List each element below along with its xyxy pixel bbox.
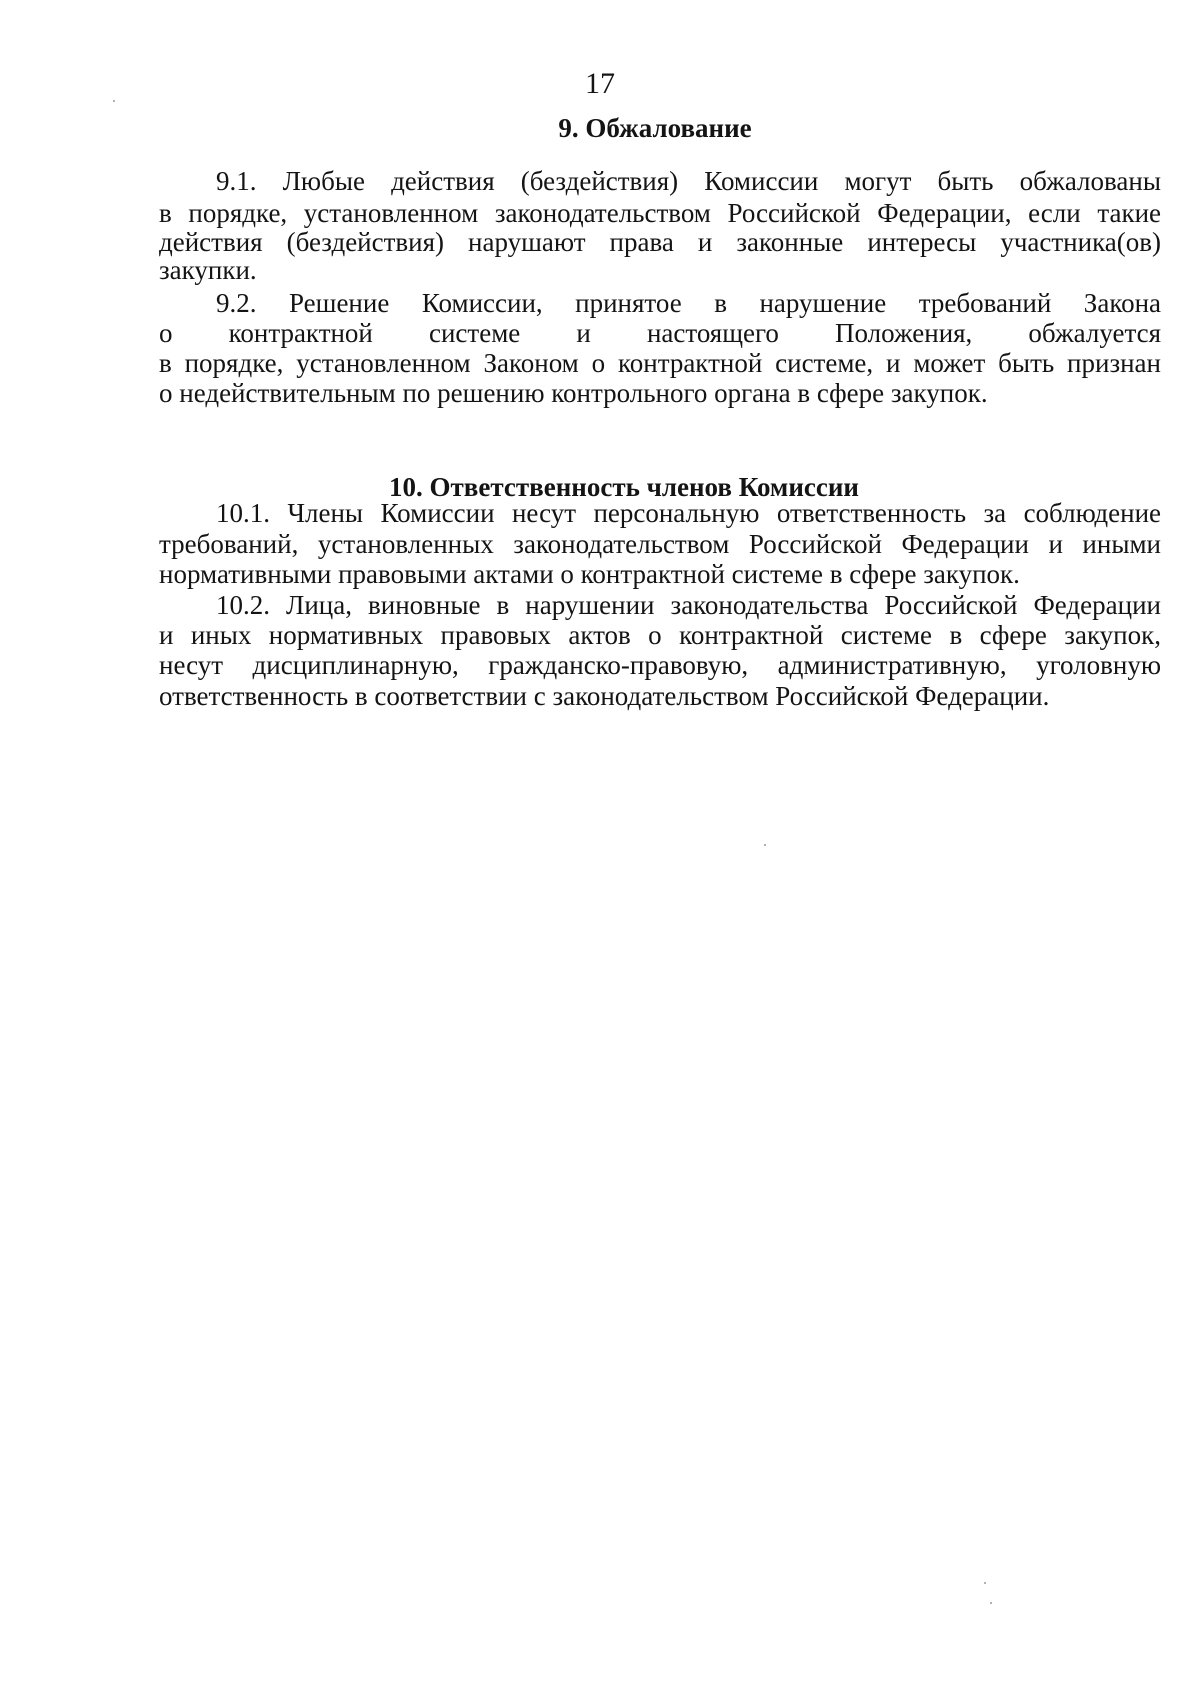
section-heading-9: 9. Обжалование <box>558 113 752 143</box>
paragraph-9-1-line-2: в порядке, установленном законодательством Российской Федерации, если такие <box>159 198 1161 228</box>
paragraph-9-2-line-3: в порядке, установленном Законом о контрактной системе, и может быть признан <box>159 348 1161 378</box>
paragraph-10-1-line-2: требований, установленных законодательством Российской Федерации и иными <box>159 529 1161 559</box>
section-heading-10: 10. Ответственность членов Комиссии <box>389 472 859 502</box>
page-number: 17 <box>585 67 615 100</box>
paragraph-10-2-line-3: несут дисциплинарную, гражданско-правовую, административную, уголовную <box>159 650 1161 680</box>
paragraph-10-2-line-4: ответственность в соответствии с законодательством Российской Федерации. <box>159 681 1050 711</box>
paragraph-9-2-line-2: о контрактной системе и настоящего Положения, обжалуется <box>159 318 1161 348</box>
paragraph-9-1-line-4: закупки. <box>159 255 257 285</box>
paragraph-9-1-line-3: действия (бездействия) нарушают права и законные интересы участника(ов) <box>159 227 1161 257</box>
scan-speck <box>990 1602 992 1604</box>
scan-speck <box>764 844 766 846</box>
paragraph-10-1-line-1: 10.1. Члены Комиссии несут персональную ответственность за соблюдение <box>216 498 1161 528</box>
paragraph-10-1-line-3: нормативными правовыми актами о контрактной системе в сфере закупок. <box>159 559 1020 589</box>
paragraph-9-2-line-1: 9.2. Решение Комиссии, принятое в нарушение требований Закона <box>216 288 1161 318</box>
paragraph-10-2-line-1: 10.2. Лица, виновные в нарушении законодательства Российской Федерации <box>216 590 1161 620</box>
paragraph-10-2-line-2: и иных нормативных правовых актов о контрактной системе в сфере закупок, <box>159 620 1161 650</box>
scan-speck <box>984 1582 986 1584</box>
paragraph-9-2-line-4: о недействительным по решению контрольного органа в сфере закупок. <box>159 378 988 408</box>
paragraph-9-1-line-1: 9.1. Любые действия (бездействия) Комиссии могут быть обжалованы <box>216 166 1161 196</box>
scan-speck <box>113 100 115 102</box>
